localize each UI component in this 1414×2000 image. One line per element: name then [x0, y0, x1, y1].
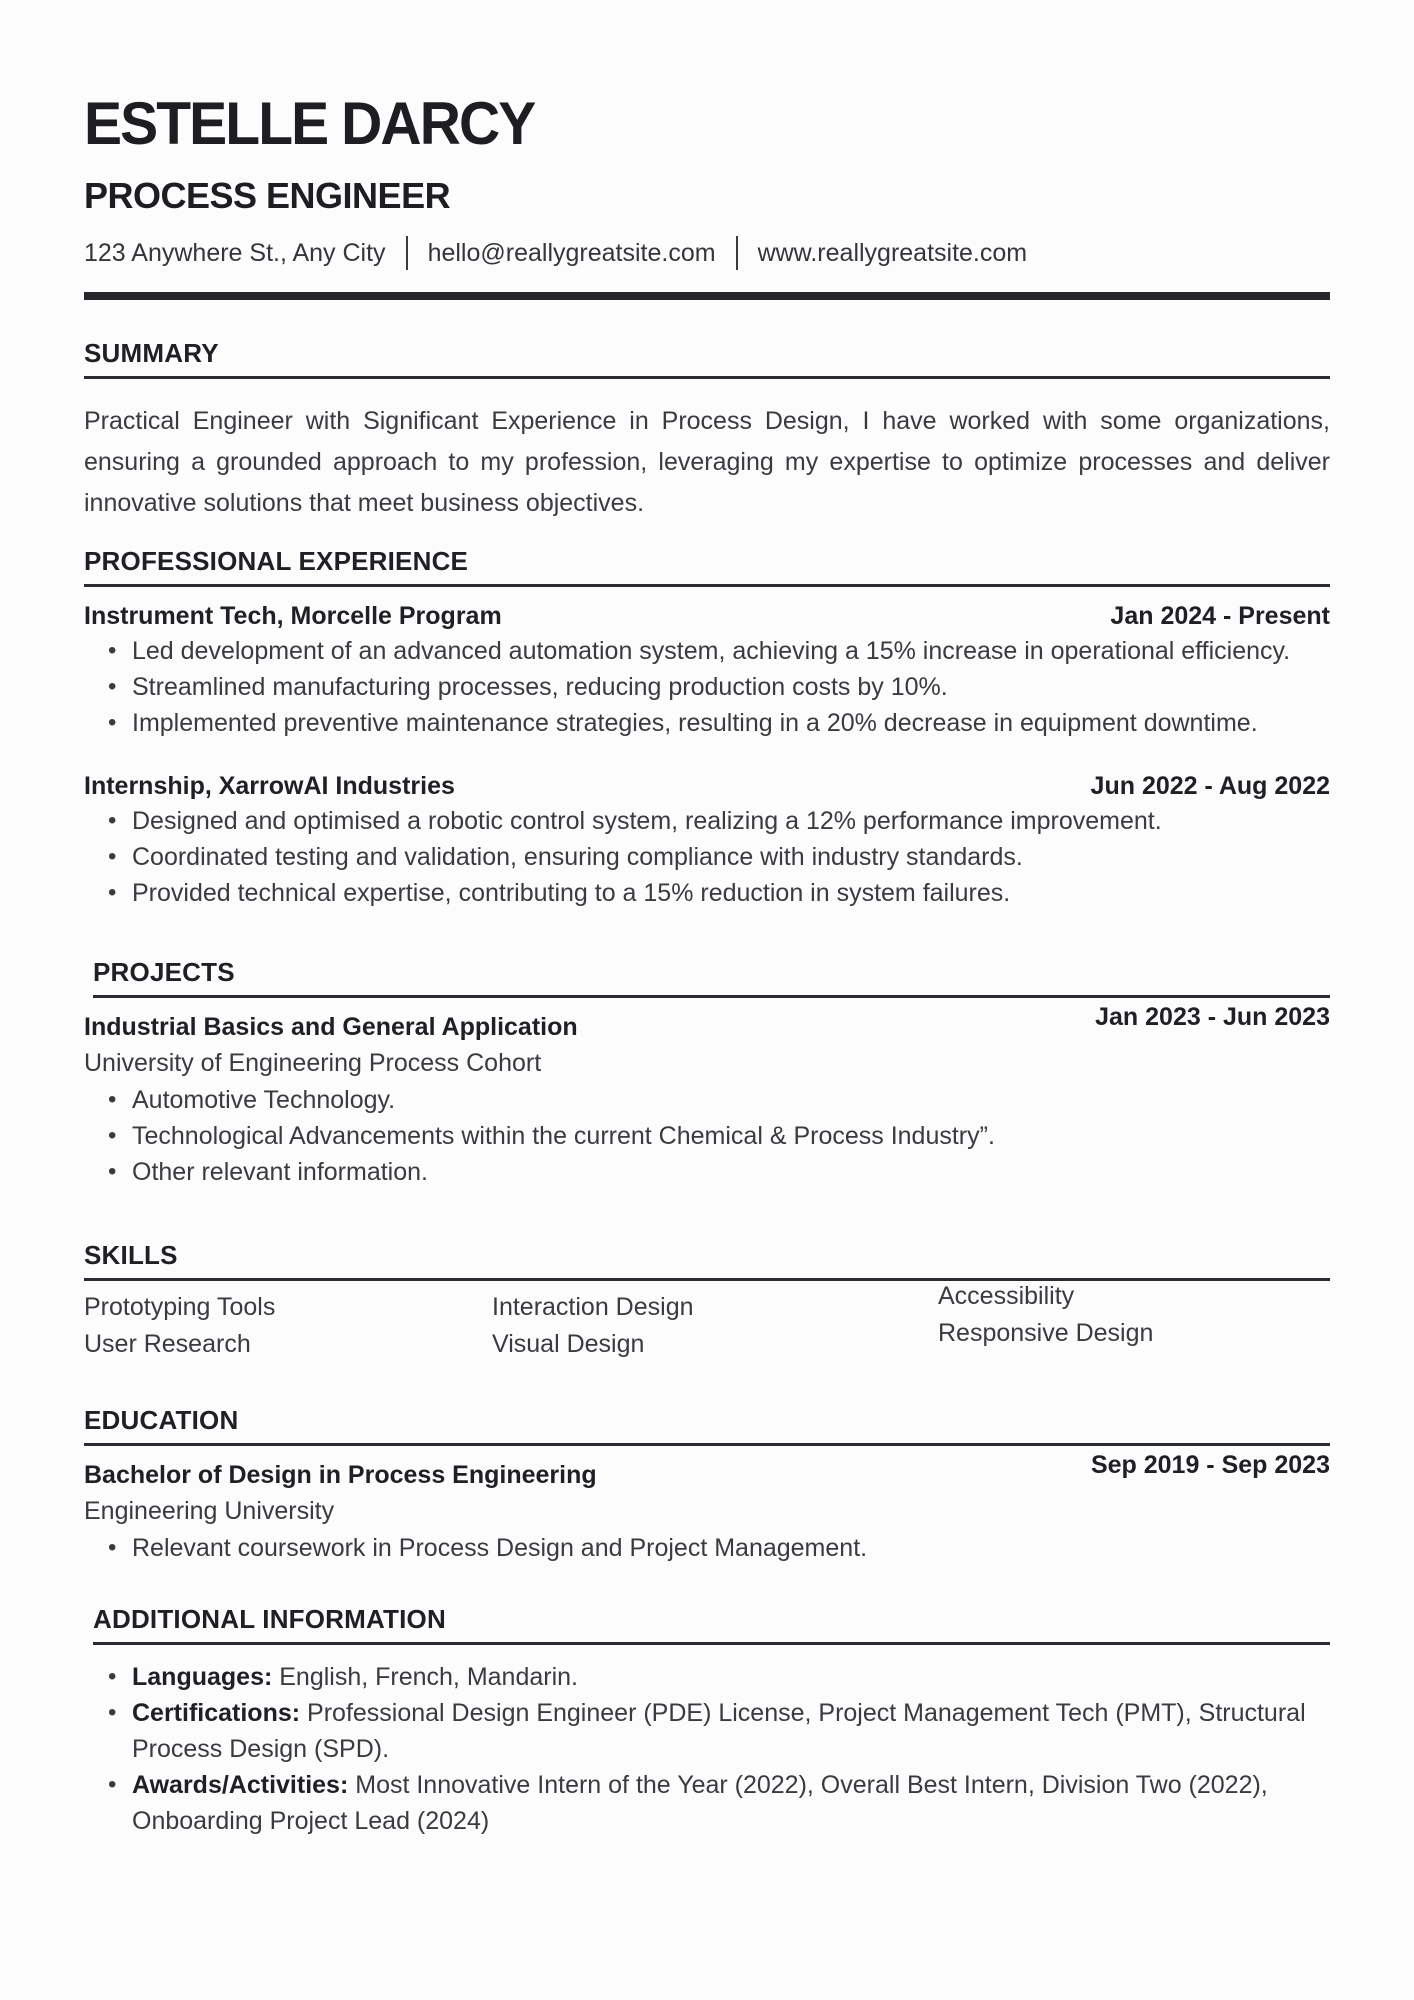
skill-item: Accessibility [938, 1282, 1075, 1310]
contact-email: hello@reallygreatsite.com [427, 239, 716, 267]
info-label: Certifications: [132, 1699, 301, 1727]
bullet-item [132, 1659, 1330, 1695]
skill-item: Prototyping Tools [84, 1293, 276, 1321]
info-label: Languages: [132, 1663, 273, 1691]
skills-heading: SKILLS [84, 1242, 1330, 1281]
skills-column [938, 1278, 1330, 1363]
section-skills [84, 1242, 1330, 1363]
contact-divider [736, 236, 738, 270]
person-name: ESTELLE DARCY [84, 90, 535, 157]
education-entry-row [84, 1451, 1330, 1490]
job-bullet-list [84, 803, 1330, 911]
additional-list [84, 1659, 1330, 1839]
bullet-item [132, 1767, 1330, 1839]
skills-column [492, 1289, 938, 1363]
experience-entry-row [84, 771, 1330, 801]
bullet-item: • Technological Advancements within the current Chemical & Process Industry”. [132, 1118, 1330, 1154]
project-subtitle: University of Engineering Process Cohort [84, 1049, 542, 1077]
education-heading: EDUCATION [84, 1407, 1330, 1446]
section-education [84, 1407, 1330, 1566]
skills-column [84, 1289, 492, 1363]
summary-heading: SUMMARY [84, 340, 1330, 379]
project-title: Industrial Basics and General Application [84, 1013, 578, 1041]
education-dates: Sep 2019 - Sep 2023 [1090, 1451, 1330, 1479]
skill-item: Visual Design [492, 1330, 645, 1358]
skills-grid [84, 1282, 1330, 1363]
education-bullet-list [84, 1530, 1330, 1566]
job-dates: Jun 2022 - Aug 2022 [1090, 772, 1330, 800]
info-text: English, French, Mandarin. [272, 1663, 578, 1691]
resume-header [84, 90, 1330, 300]
experience-entry-row [84, 601, 1330, 631]
bullet-item: • Coordinated testing and validation, ensuring compliance with industry standards. [132, 839, 1330, 875]
header-rule [84, 292, 1330, 300]
info-text: Professional Design Engineer (PDE) License, Project Management Tech (PMT), Structural Process Design (SPD). [132, 1699, 1306, 1763]
experience-heading: PROFESSIONAL EXPERIENCE [84, 548, 1330, 587]
job-bullet-list [84, 633, 1330, 741]
skill-item: Interaction Design [492, 1293, 694, 1321]
person-role: PROCESS ENGINEER [84, 175, 451, 216]
education-entry [84, 1451, 1330, 1566]
summary-text: Practical Engineer with Significant Experience in Process Design, I have worked with some organizations, ensuring a grounded approach to my profession, leveraging my expertise to optimize processes and deliver innovative solutions that meet business objectives. [84, 407, 1330, 517]
contact-divider [406, 236, 408, 270]
projects-heading: PROJECTS [93, 959, 1330, 998]
bullet-item [132, 1695, 1330, 1767]
section-summary [84, 340, 1330, 524]
info-label: Awards/Activities: [132, 1771, 349, 1799]
bullet-item: • Automotive Technology. [132, 1082, 1330, 1118]
info-text: Most Innovative Intern of the Year (2022), Overall Best Intern, Division Two (2022), Onboarding Project Lead (2024) [132, 1771, 1268, 1835]
school-name: Engineering University [84, 1497, 335, 1525]
skill-item: Responsive Design [938, 1319, 1154, 1347]
bullet-item: • Provided technical expertise, contributing to a 15% reduction in system failures. [132, 875, 1330, 911]
contact-row [84, 236, 1330, 270]
contact-address: 123 Anywhere St., Any City [84, 239, 386, 267]
skill-item: User Research [84, 1330, 251, 1358]
bullet-item: • Designed and optimised a robotic control system, realizing a 12% performance improvement. [132, 803, 1330, 839]
bullet-item: • Relevant coursework in Process Design and Project Management. [132, 1530, 1330, 1566]
job-title: Instrument Tech, Morcelle Program [84, 602, 502, 630]
bullet-item: • Led development of an advanced automation system, achieving a 15% increase in operational efficiency. [132, 633, 1330, 669]
project-bullet-list [84, 1082, 1330, 1190]
project-dates: Jan 2023 - Jun 2023 [1095, 1003, 1330, 1031]
bullet-item: • Implemented preventive maintenance strategies, resulting in a 20% decrease in equipment downtime. [132, 705, 1330, 741]
degree-title: Bachelor of Design in Process Engineering [84, 1461, 597, 1489]
job-dates: Jan 2024 - Present [1110, 602, 1330, 630]
bullet-item: • Streamlined manufacturing processes, reducing production costs by 10%. [132, 669, 1330, 705]
section-experience [84, 548, 1330, 911]
experience-entry [84, 771, 1330, 911]
project-entry [84, 1003, 1330, 1190]
additional-heading: ADDITIONAL INFORMATION [93, 1606, 1330, 1645]
section-additional [84, 1606, 1330, 1839]
bullet-item: • Other relevant information. [132, 1154, 1330, 1190]
experience-entry [84, 601, 1330, 741]
section-projects [84, 959, 1330, 1190]
contact-website: www.reallygreatsite.com [757, 239, 1028, 267]
job-title: Internship, XarrowAI Industries [84, 772, 455, 800]
project-entry-row [84, 1003, 1330, 1042]
